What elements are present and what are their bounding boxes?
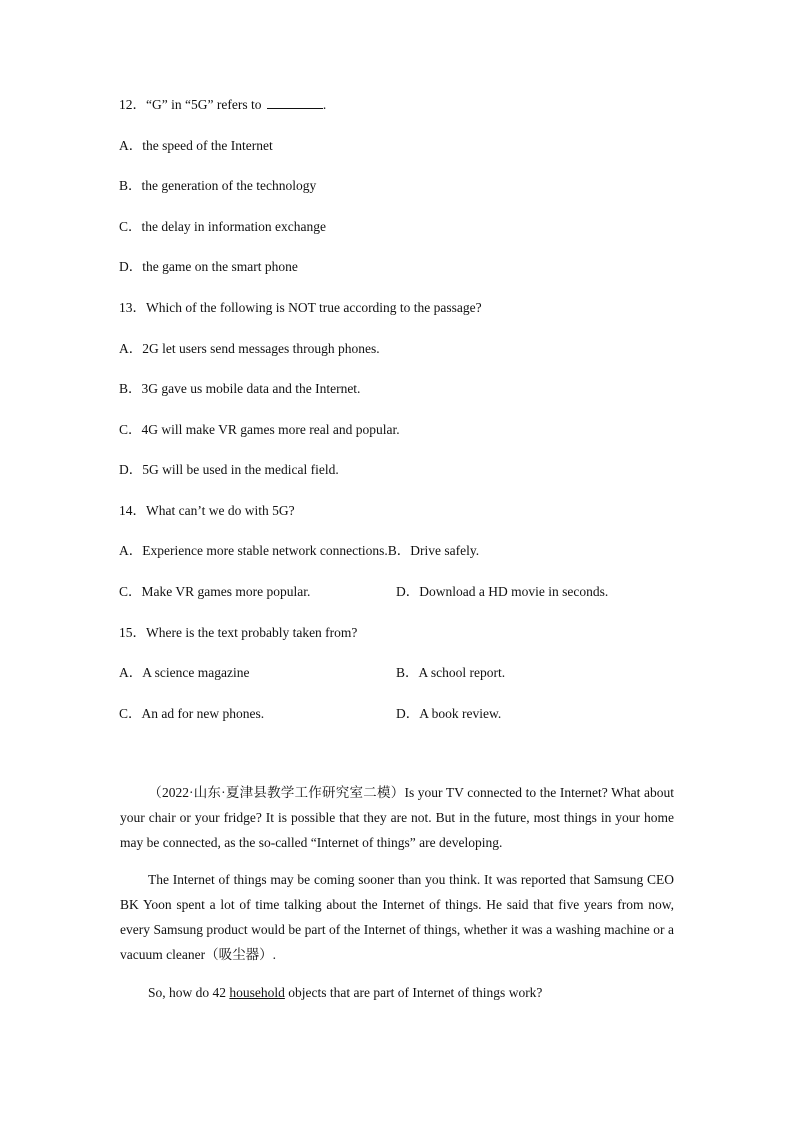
passage-paragraph-1 <box>120 780 674 855</box>
question-13-option-a: A．2G let users send messages through phones. <box>119 341 380 356</box>
question-14-option-d: D．Download a HD movie in seconds. <box>396 584 609 599</box>
question-13-option-d: D．5G will be used in the medical field. <box>119 462 339 477</box>
passage-paragraph-2-text: The Internet of things may be coming sooner than you think. It was reported that Samsung CEO BK Yoon spent a lot of time talking about the Internet of things. He said that five years from now, every Samsung product would be part of the Internet of things, whether it was a washing machine or a vacuum cleaner（吸尘器）. <box>120 872 674 962</box>
question-14-options-row-1 <box>119 542 479 560</box>
question-13-option-b: B．3G gave us mobile data and the Internet. <box>119 381 361 396</box>
passage-paragraph-2 <box>120 867 674 967</box>
question-15-stem: 15．Where is the text probably taken from? <box>119 625 358 640</box>
passage-paragraph-3 <box>120 980 674 1005</box>
question-12-option-b: B．the generation of the technology <box>119 178 317 193</box>
question-12-option-a: A．the speed of the Internet <box>119 138 273 153</box>
question-15-option-a: A．A science magazine <box>119 665 250 680</box>
answer-blank <box>267 96 323 109</box>
question-13-option-c: C．4G will make VR games more real and popular. <box>119 422 400 437</box>
question-14-option-a: A．Experience more stable network connections. <box>119 543 388 558</box>
question-15-option-d: D．A book review. <box>396 706 502 721</box>
question-12-option-d: D．the game on the smart phone <box>119 259 298 274</box>
question-15-option-c: C．An ad for new phones. <box>119 706 265 721</box>
question-12-tail: . <box>322 97 327 112</box>
question-14-option-b: B．Drive safely. <box>387 543 480 558</box>
question-14-option-c: C．Make VR games more popular. <box>119 584 311 599</box>
passage-paragraph-3-before: So, how do 42 <box>148 985 230 1000</box>
question-12-option-c: C．the delay in information exchange <box>119 219 326 234</box>
question-12-text: 12．“G” in “5G” refers to <box>119 97 262 112</box>
underlined-word-household: household <box>229 985 285 1000</box>
passage-paragraph-1-text: Is your TV connected to the Internet? What about your chair or your fridge? It is possible that they are not. But in the future, most things in your home may be connected, as the so-called “Internet of things” are developing. <box>120 785 674 850</box>
passage-source: （2022·山东·夏津县教学工作研究室二模） <box>148 785 405 800</box>
question-15-option-b: B．A school report. <box>396 665 506 680</box>
question-13-stem: 13．Which of the following is NOT true according to the passage? <box>119 300 482 315</box>
question-14-stem: 14．What can’t we do with 5G? <box>119 503 295 518</box>
question-12-stem <box>119 96 326 114</box>
passage-paragraph-3-after: objects that are part of Internet of things work? <box>284 985 543 1000</box>
